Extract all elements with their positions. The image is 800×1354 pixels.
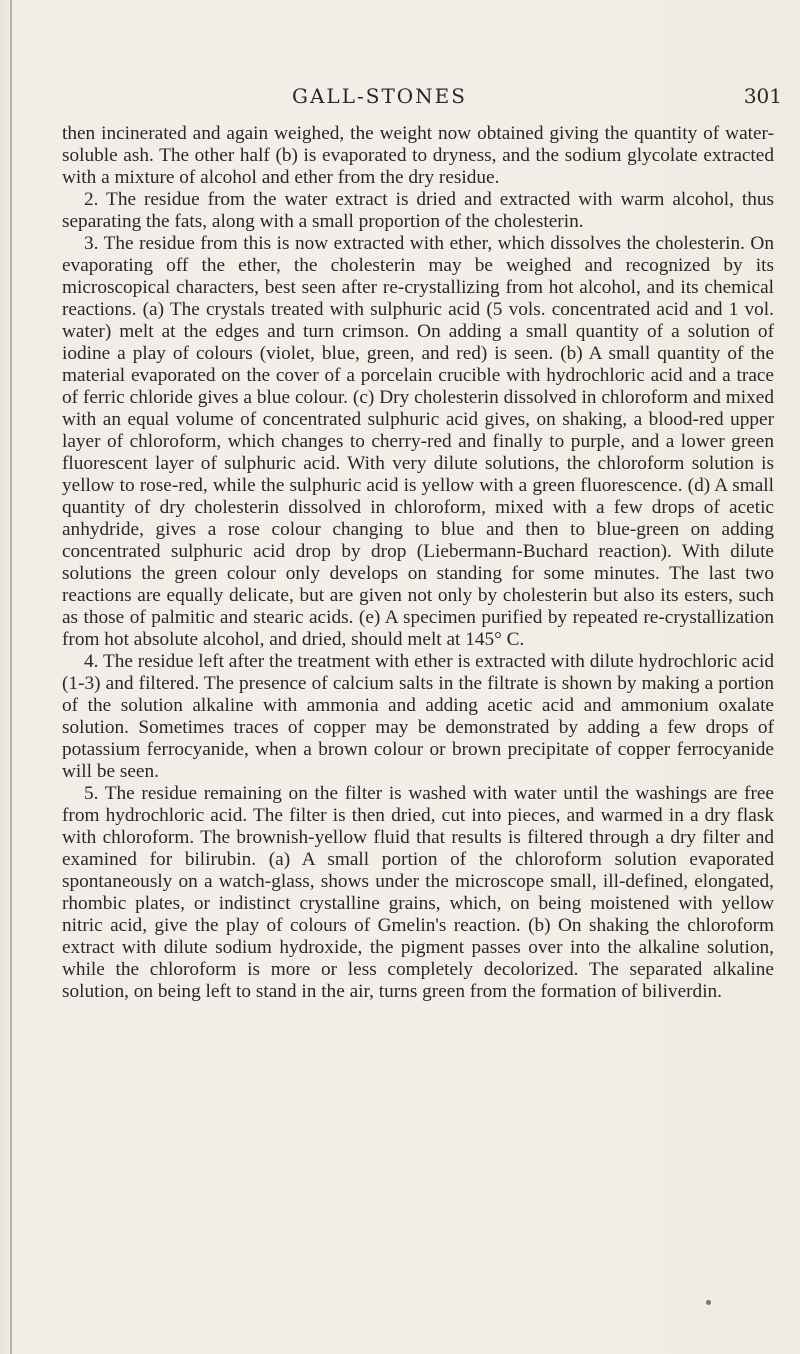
paragraph-step-3: 3. The residue from this is now extracted with ether, which dissolves the cholesterin. On evaporating off the ether, the cholesterin may be weighed and recognized by its microscopical characters, best seen after re-crystallizing from hot alcohol, and its chemical reactions. (a) The crystals treated with sulphuric acid (5 vols. concentrated acid and 1 vol. water) melt at the edges and turn crimson. On adding a small quantity of a solution of iodine a play of colours (violet, blue, green, and red) is seen. (b) A small quantity of the material evaporated on the cover of a porcelain crucible with hydrochloric acid and a trace of ferric chloride gives a blue colour. (c) Dry cholesterin dissolved in chloroform and mixed with an equal volume of concentrated sulphuric acid gives, on shaking, a blood-red upper layer of chloroform, which changes to cherry-red and finally to purple, and a lower green fluorescent layer of sulphuric acid. With very dilute solutions, the chloroform solution is yellow to rose-red, while the sulphuric acid is yellow with a green fluorescence. (d) A small quantity of dry cholesterin dissolved in chloroform, mixed with a few drops of acetic anhydride, gives a rose colour changing to blue and then to blue-green on adding concentrated sulphuric acid drop by drop (Liebermann-Buchard reaction). With dilute solutions the green colour only develops on standing for some minutes. The last two reactions are equally delicate, but are given not only by cholesterin but also its esters, such as those of palmitic and stearic acids. (e) A specimen purified by repeated re-crystallization from hot absolute alcohol, and dried, should melt at 145° C. (62, 233, 774, 650)
paragraph-continuation: then incinerated and again weighed, the weight now obtained giving the quantity of water-soluble ash. The other half (b) is evaporated to dryness, and the sodium glycolate extracted with a mixture of alcohol and ether from the dry residue. (62, 123, 774, 188)
page-binding-edge (10, 0, 12, 1354)
page-header (60, 84, 798, 114)
paper-speck (706, 1300, 711, 1305)
paragraph-step-5: 5. The residue remaining on the filter is washed with water until the washings are free from hydrochloric acid. The filter is then dried, cut into pieces, and warmed in a dry flask with chloroform. The brownish-yellow fluid that results is filtered through a dry filter and examined for bilirubin. (a) A small portion of the chloroform solution evaporated spontaneously on a watch-glass, shows under the microscope small, ill-defined, elongated, rhombic plates, or indistinct crystalline grains, which, on being moistened with yellow nitric acid, give the play of colours of Gmelin's reaction. (b) On shaking the chloroform extract with dilute sodium hydroxide, the pigment passes over into the alkaline solution, while the chloroform is more or less completely decolorized. The separated alkaline solution, on being left to stand in the air, turns green from the formation of biliverdin. (62, 783, 774, 1002)
body-text (62, 123, 774, 1003)
page-number: 301 (743, 84, 782, 108)
running-head: GALL-STONES (292, 84, 467, 108)
paragraph-step-4: 4. The residue left after the treatment with ether is extracted with dilute hydrochloric acid (1-3) and filtered. The presence of calcium salts in the filtrate is shown by making a portion of the solution alkaline with ammonia and adding acetic acid and ammonium oxalate solution. Sometimes traces of copper may be demonstrated by adding a few drops of potassium ferrocyanide, when a brown colour or brown precipitate of copper ferrocyanide will be seen. (62, 651, 774, 782)
paragraph-step-2: 2. The residue from the water extract is dried and extracted with warm alcohol, thus separating the fats, along with a small proportion of the cholesterin. (62, 189, 774, 232)
